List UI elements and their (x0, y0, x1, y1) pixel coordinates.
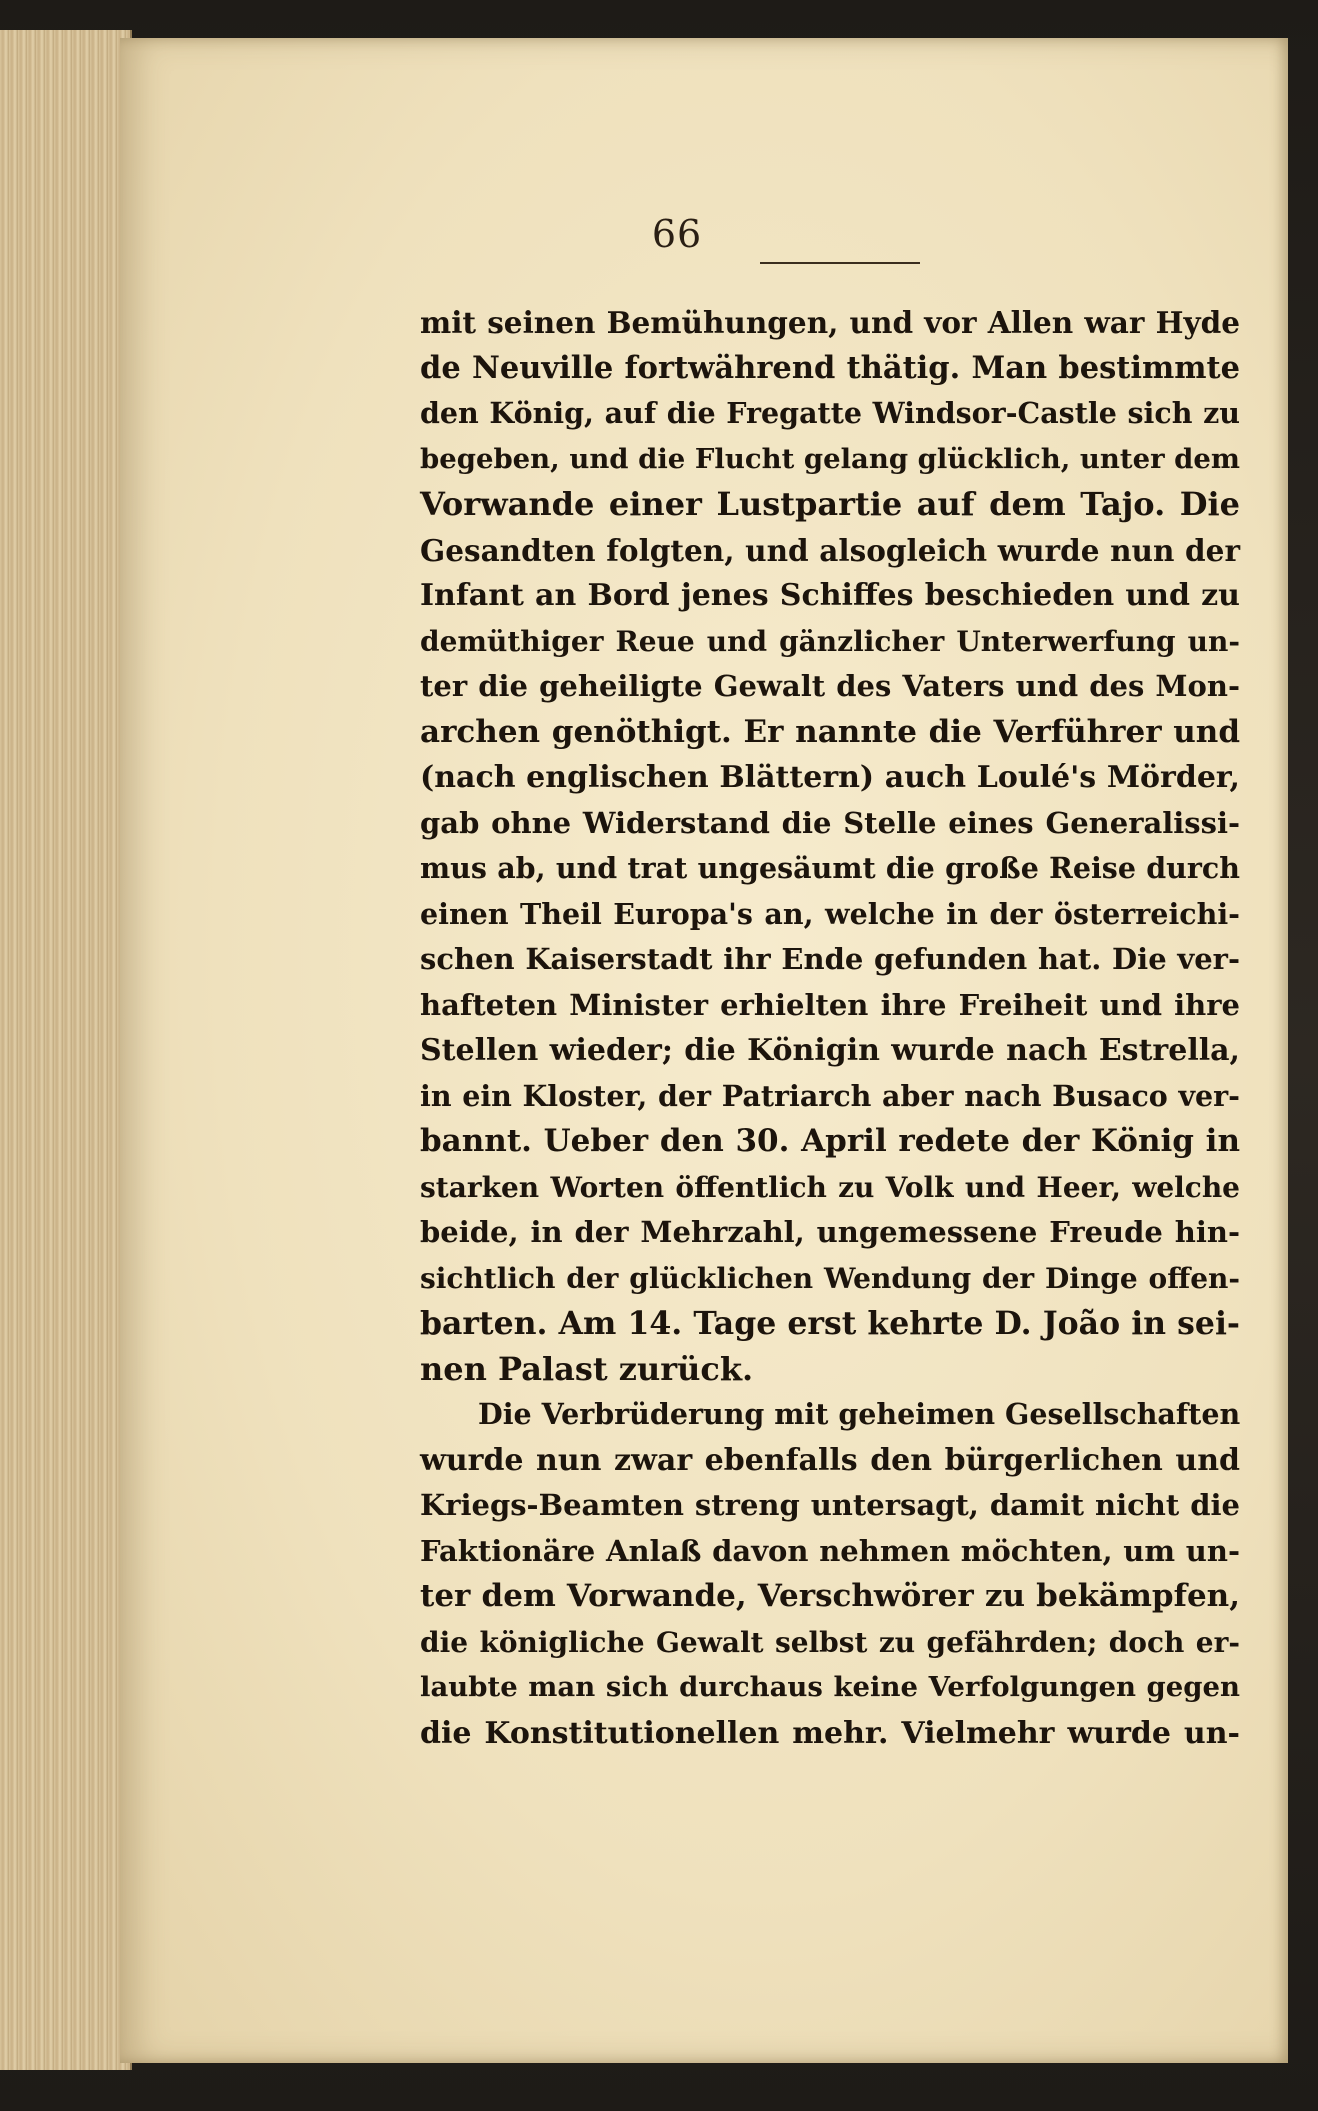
text-line: laubte man sich durchaus keine Verfolgungen gegen (420, 1671, 1240, 1703)
body-text (420, 300, 1240, 1756)
text-line: wurde nun zwar ebenfalls den bürgerlichen und (420, 1442, 1240, 1478)
text-line: mit seinen Bemühungen, und vor Allen war Hyde (420, 305, 1240, 340)
header-rule (760, 262, 920, 264)
text-line: schen Kaiserstadt ihr Ende gefunden hat. Die ver- (420, 942, 1240, 976)
page-number: 66 (651, 212, 703, 256)
paragraph-2 (420, 1392, 1240, 1756)
text-line: den König, auf die Fregatte Windsor-Castle sich zu (420, 396, 1240, 430)
text-line: sichtlich der glücklichen Wendung der Dinge offen- (420, 1261, 1240, 1295)
text-line: barten. Am 14. Tage erst kehrte D. João in sei- (420, 1305, 1240, 1342)
text-line: Stellen wieder; die Königin wurde nach Estrella, (420, 1033, 1240, 1068)
text-line: demüthiger Reue und gänzlicher Unterwerfung un- (420, 624, 1240, 658)
text-line: de Neuville fortwährend thätig. Man bestimmte (420, 349, 1240, 386)
text-line: in ein Kloster, der Patriarch aber nach Busaco ver- (420, 1078, 1240, 1113)
text-line: begeben, und die Flucht gelang glücklich, unter dem (420, 442, 1240, 475)
text-line: (nach englischen Blättern) auch Loulé's Mörder, (420, 760, 1240, 795)
text-line: mus ab, und trat ungesäumt die große Reise durch (420, 851, 1240, 885)
text-line: ter die geheiligte Gewalt des Vaters und des Mon- (420, 669, 1240, 703)
text-line: gab ohne Widerstand die Stelle eines Generalissi- (420, 805, 1240, 840)
text-line: starken Worten öffentlich zu Volk und Heer, welche (420, 1170, 1240, 1204)
text-line: die Konstitutionellen mehr. Vielmehr wurde un- (420, 1715, 1240, 1751)
text-line: Infant an Bord jenes Schiffes beschieden und zu (420, 578, 1240, 613)
text-line: einen Theil Europa's an, welche in der österreichi- (420, 896, 1240, 931)
text-line: Die Verbrüderung mit geheimen Gesellschaften (478, 1397, 1241, 1431)
text-line: die königliche Gewalt selbst zu gefährden; doch er- (420, 1625, 1240, 1659)
text-line: nen Palast zurück. (420, 1349, 754, 1388)
book-page-edges (0, 30, 132, 2070)
text-line: bannt. Ueber den 30. April redete der König in (420, 1123, 1240, 1159)
text-line: beide, in der Mehrzahl, ungemessene Freude hin- (420, 1215, 1240, 1249)
text-line: Gesandten folgten, und alsogleich wurde nun der (420, 532, 1240, 568)
paragraph-1 (420, 300, 1240, 1392)
text-line: ter dem Vorwande, Verschwörer zu bekämpfen, (420, 1578, 1240, 1614)
text-line: Kriegs-Beamten streng untersagt, damit nicht die (420, 1488, 1240, 1522)
text-line: Faktionäre Anlaß davon nehmen möchten, um un- (420, 1533, 1240, 1568)
text-line: archen genöthigt. Er nannte die Verführer und (420, 713, 1240, 750)
text-line: Vorwande einer Lustpartie auf dem Tajo. Die (420, 485, 1240, 523)
text-line: hafteten Minister erhielten ihre Freiheit und ihre (420, 987, 1240, 1022)
